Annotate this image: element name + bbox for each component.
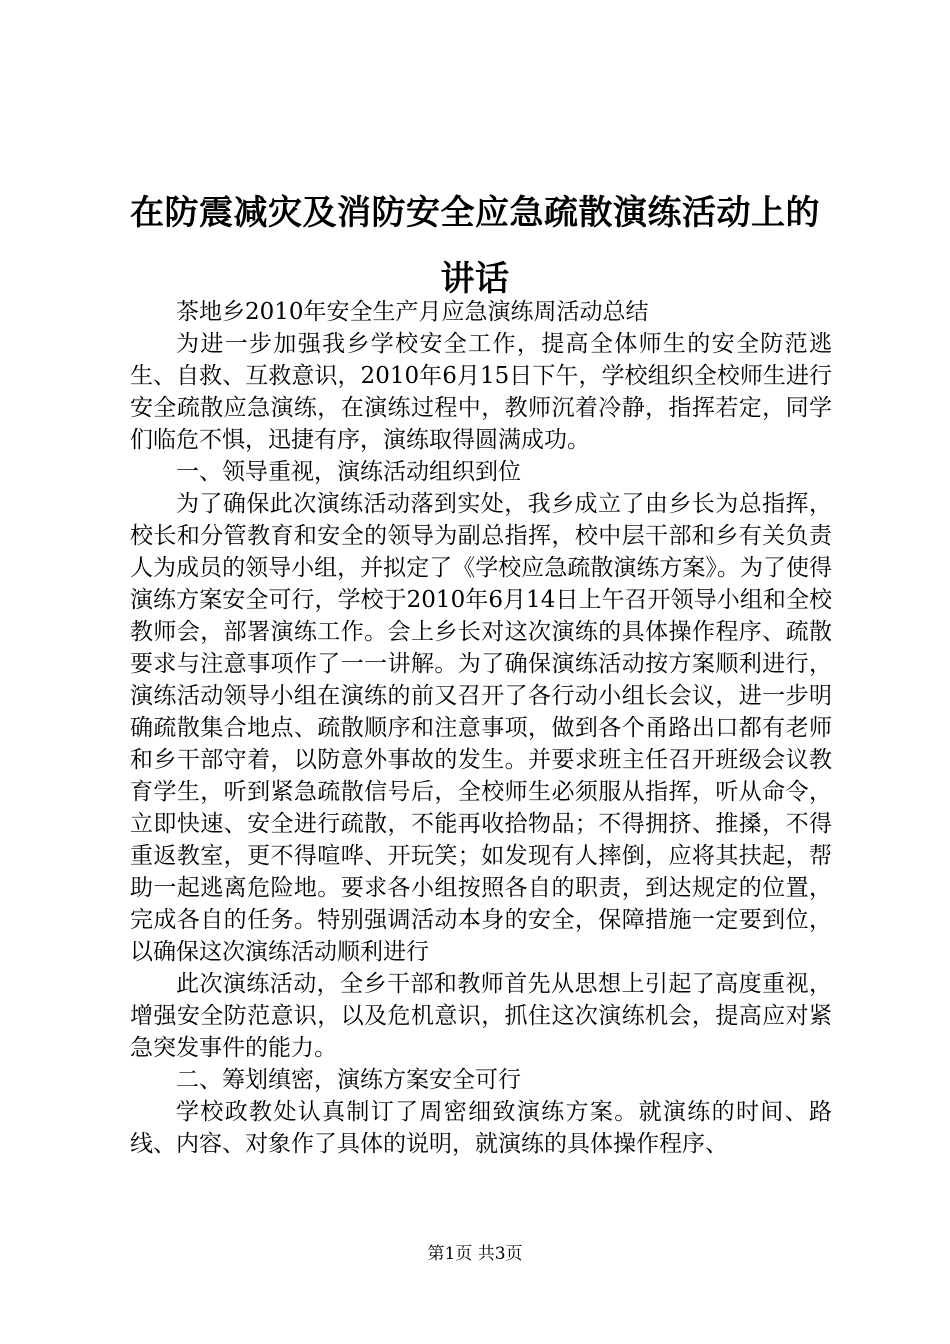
body-paragraph: 为进一步加强我乡学校安全工作，提高全体师生的安全防范逃生、自救、互救意识，2010年6月15日下午，学校组织全校师生进行安全疏散应急演练，在演练过程中，教师沉着冷静，指挥若定，同学们临危不惧，迅捷有序，演练取得圆满成功。	[130, 331, 832, 453]
document-title: 在防震减灾及消防安全应急疏散演练活动上的讲话	[130, 193, 820, 299]
body-paragraph: 茶地乡2010年安全生产月应急演练周活动总结	[176, 299, 649, 325]
section-heading: 一、领导重视，演练活动组织到位	[176, 459, 521, 485]
body-paragraph: 此次演练活动，全乡干部和教师首先从思想上引起了高度重视，增强安全防范意识，以及危机意识，抓住这次演练机会，提高应对紧急突发事件的能力。	[130, 971, 832, 1061]
body-paragraph: 为了确保此次演练活动落到实处，我乡成立了由乡长为总指挥，校长和分管教育和安全的领导为副总指挥，校中层干部和乡有关负责人为成员的领导小组，并拟定了《学校应急疏散演练方案》。为了使得演练方案安全可行，学校于2010年6月14日上午召开领导小组和全校教师会，部署演练工作。会上乡长对这次演练的具体操作程序、疏散要求与注意事项作了一一讲解。为了确保演练活动按方案顺利进行，演练活动领导小组在演练的前又召开了各行动小组长会议，进一步明确疏散集合地点、疏散顺序和注意事项，做到各个甬路出口都有老师和乡干部守着，以防意外事故的发生。并要求班主任召开班级会议教育学生，听到紧急疏散信号后，全校师生必须服从指挥，听从命令，立即快速、安全进行疏散，不能再收拾物品；不得拥挤、推搡，不得重返教室，更不得喧哗、开玩笑；如发现有人摔倒，应将其扶起，帮助一起逃离危险地。要求各小组按照各自的职责，到达规定的位置，完成各自的任务。特别强调活动本身的安全，保障措施一定要到位，以确保这次演练活动顺利进行	[130, 491, 832, 965]
document-body	[130, 296, 832, 1160]
body-paragraph: 学校政教处认真制订了周密细致演练方案。就演练的时间、路线、内容、对象作了具体的说明，就演练的具体操作程序、	[130, 1099, 832, 1157]
page-number-footer: 第1页 共3页	[427, 1244, 523, 1264]
section-heading: 二、筹划缜密，演练方案安全可行	[176, 1067, 521, 1093]
